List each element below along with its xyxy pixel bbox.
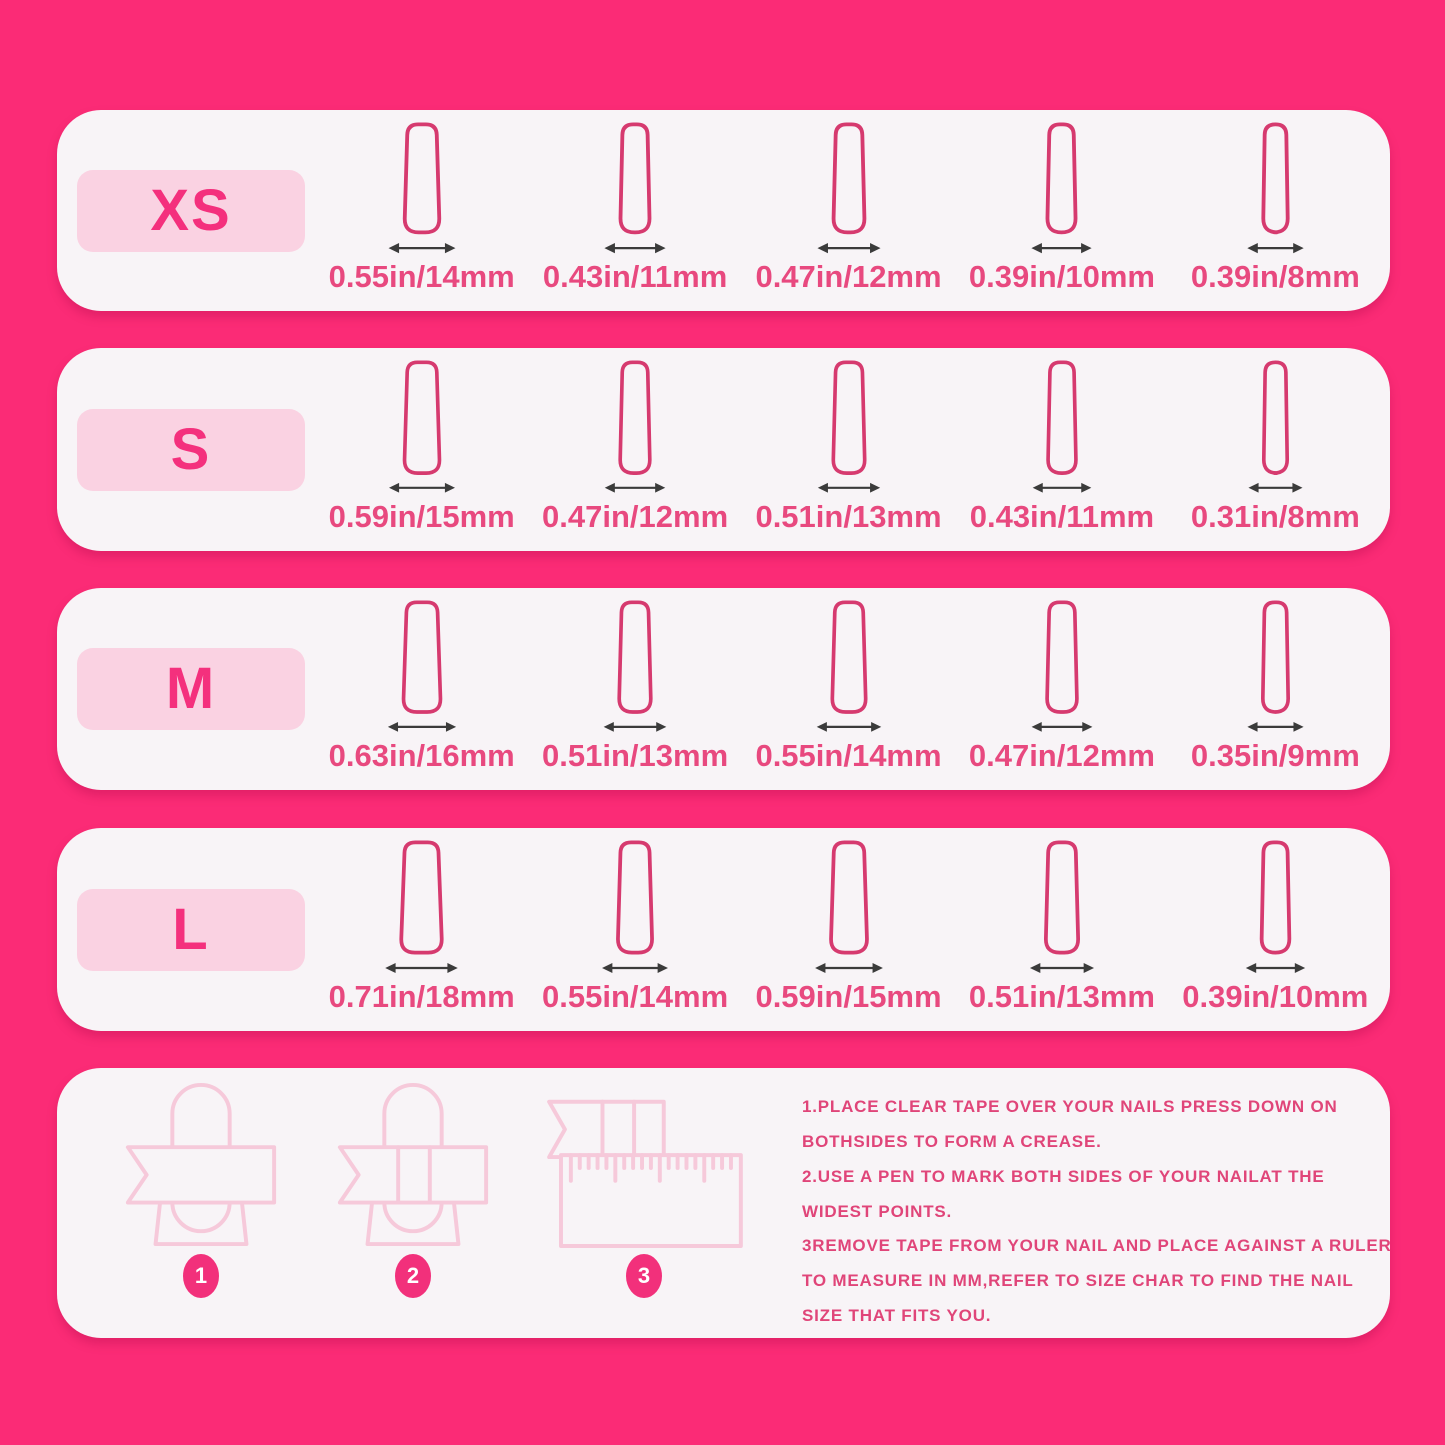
size-label-chip	[77, 889, 305, 971]
instruction-text-block	[802, 1090, 1398, 1334]
nail-column	[528, 600, 741, 780]
size-label-chip	[77, 170, 305, 252]
nail-column	[315, 122, 528, 301]
nail-width-label: 0.47in/12mm	[755, 259, 942, 294]
width-arrow-icon	[1027, 960, 1097, 976]
step-number-badge	[626, 1254, 662, 1298]
size-label: M	[165, 656, 217, 721]
nail-column	[528, 122, 741, 301]
width-arrow-icon	[602, 240, 668, 256]
width-arrow-icon	[815, 240, 883, 256]
nail-width-label: 0.59in/15mm	[755, 979, 942, 1014]
width-arrow-icon	[382, 960, 461, 976]
nail-width-label: 0.63in/16mm	[328, 738, 515, 773]
nail-width-label: 0.55in/14mm	[542, 979, 729, 1014]
nail-width-label: 0.51in/13mm	[542, 738, 729, 773]
width-arrow-icon	[813, 719, 885, 735]
nail-outline-icon	[399, 600, 445, 714]
size-label-chip	[77, 409, 305, 491]
width-arrow-icon	[1245, 480, 1306, 496]
nail-outline-icon	[1260, 360, 1291, 475]
nail-outline-icon	[400, 360, 444, 475]
nail-outline-icon	[397, 840, 446, 955]
width-arrow-icon	[1243, 960, 1308, 976]
nail-outline-icon	[1042, 840, 1082, 955]
nail-width-label: 0.39in/10mm	[968, 259, 1155, 294]
nail-column	[742, 360, 955, 541]
width-arrow-icon	[812, 960, 886, 976]
width-arrow-icon	[601, 480, 669, 496]
nail-outline-icon	[614, 840, 656, 955]
nail-width-label: 0.31in/8mm	[1190, 499, 1360, 534]
width-arrow-icon	[1029, 240, 1094, 256]
size-row-s	[57, 348, 1390, 551]
nail-outline-icon	[1258, 840, 1293, 955]
nail-column	[1169, 360, 1382, 541]
width-arrow-icon	[385, 480, 459, 496]
nail-width-label: 0.55in/14mm	[755, 738, 942, 773]
step-number: 2	[406, 1263, 420, 1288]
width-arrow-icon	[600, 719, 670, 735]
nail-width-label: 0.51in/13mm	[968, 979, 1155, 1014]
nail-outline-icon	[615, 600, 655, 714]
nail-column	[528, 840, 741, 1021]
nail-outline-icon	[1043, 600, 1081, 714]
instruction-step-3: 3REMOVE TAPE FROM YOUR NAIL AND PLACE AGAINST A RULER TO MEASURE IN MM,REFER TO SIZE CHAR TO FIND THE NAIL SIZE THAT FITS YOU.	[802, 1236, 1392, 1326]
instruction-step-1: 1.PLACE CLEAR TAPE OVER YOUR NAILS PRESS DOWN ON BOTHSIDES TO FORM A CREASE.	[802, 1097, 1338, 1151]
nail-outline-icon	[1044, 360, 1080, 475]
nail-width-label: 0.59in/15mm	[328, 499, 515, 534]
nail-width-label: 0.47in/12mm	[968, 738, 1155, 773]
nail-outline-icon	[827, 840, 871, 955]
nail-column	[528, 360, 741, 541]
nail-outline-icon	[616, 360, 654, 475]
width-arrow-icon	[384, 719, 460, 735]
size-label: XS	[150, 177, 232, 243]
size-label: L	[172, 896, 210, 962]
nail-column	[742, 840, 955, 1021]
nail-outline-icon	[1260, 122, 1291, 235]
nail-width-label: 0.43in/11mm	[542, 259, 728, 294]
ruler-with-tape-icon	[537, 1080, 750, 1248]
nail-column	[1169, 840, 1382, 1021]
nail-column	[742, 600, 955, 780]
nail-column	[955, 600, 1168, 780]
nail-samples-row	[315, 360, 1382, 541]
step-number: 3	[637, 1263, 651, 1288]
nail-column	[1169, 122, 1382, 301]
finger-with-tape-icon	[117, 1080, 285, 1248]
nail-width-label: 0.35in/9mm	[1190, 738, 1360, 773]
nail-width-label: 0.51in/13mm	[755, 499, 942, 534]
nail-samples-row	[315, 840, 1382, 1021]
step-number-badge	[395, 1254, 431, 1298]
nail-column	[315, 600, 528, 780]
nail-column	[315, 840, 528, 1021]
measuring-instructions-card	[57, 1068, 1390, 1338]
nail-outline-icon	[1259, 600, 1292, 714]
nail-column	[1169, 600, 1382, 780]
nail-width-label: 0.55in/14mm	[328, 259, 515, 294]
nail-width-label: 0.71in/18mm	[328, 979, 515, 1014]
nail-outline-icon	[1044, 122, 1079, 235]
width-arrow-icon	[599, 960, 671, 976]
width-arrow-icon	[1028, 719, 1096, 735]
width-arrow-icon	[1029, 480, 1095, 496]
size-row-xs	[57, 110, 1390, 311]
nail-outline-icon	[401, 122, 443, 235]
step-number: 1	[194, 1263, 208, 1288]
width-arrow-icon	[1245, 240, 1306, 256]
nail-samples-row	[315, 122, 1382, 301]
nail-outline-icon	[828, 600, 870, 714]
nail-column	[315, 360, 528, 541]
nail-outline-icon	[829, 360, 869, 475]
nail-column	[955, 122, 1168, 301]
nail-width-label: 0.47in/12mm	[542, 499, 729, 534]
nail-width-label: 0.43in/11mm	[969, 499, 1155, 534]
nail-samples-row	[315, 600, 1382, 780]
nail-outline-icon	[617, 122, 653, 235]
nail-outline-icon	[830, 122, 868, 235]
nail-column	[955, 360, 1168, 541]
nail-width-label: 0.39in/8mm	[1190, 259, 1360, 294]
nail-width-label: 0.39in/10mm	[1182, 979, 1369, 1014]
finger-with-tape-marked-icon	[329, 1080, 497, 1248]
width-arrow-icon	[814, 480, 884, 496]
size-row-l	[57, 828, 1390, 1031]
size-label-chip	[77, 648, 305, 730]
width-arrow-icon	[1244, 719, 1307, 735]
nail-column	[955, 840, 1168, 1021]
width-arrow-icon	[386, 240, 458, 256]
size-row-m	[57, 588, 1390, 790]
step-number-badge	[183, 1254, 219, 1298]
nail-column	[742, 122, 955, 301]
instruction-step-2: 2.USE A PEN TO MARK BOTH SIDES OF YOUR NAILAT THE WIDEST POINTS.	[802, 1166, 1325, 1221]
size-label: S	[170, 416, 212, 482]
